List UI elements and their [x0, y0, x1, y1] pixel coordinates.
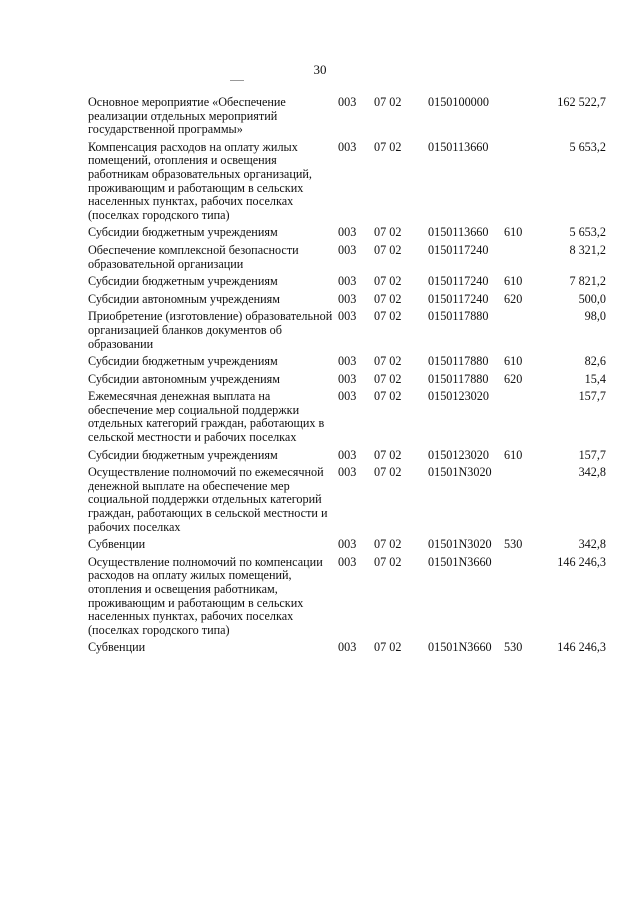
expense-name: Субвенции [88, 537, 146, 552]
amount: 82,6 [584, 354, 606, 369]
target-code: 0150117240 [428, 291, 489, 306]
expense-type-code: 620 [504, 371, 523, 386]
target-code: 0150123020 [428, 447, 489, 462]
table-row [88, 641, 606, 659]
grbs-code: 003 [338, 225, 357, 240]
target-code: 0150123020 [428, 389, 489, 404]
target-code: 01501N3660 [428, 640, 492, 655]
grbs-code: 003 [338, 554, 357, 569]
expense-type-code: 610 [504, 274, 523, 289]
table-row [88, 96, 606, 141]
grbs-code: 003 [338, 95, 357, 109]
section-code: 07 02 [374, 537, 402, 552]
grbs-code: 003 [338, 139, 357, 154]
grbs-code: 003 [338, 274, 357, 289]
table-row [88, 310, 606, 355]
expense-name: Субсидии бюджетным учреждениям [88, 354, 278, 369]
section-code: 07 02 [374, 242, 402, 257]
amount: 5 653,2 [569, 225, 606, 240]
section-code: 07 02 [374, 640, 402, 655]
section-code: 07 02 [374, 95, 402, 109]
expense-name: Субсидии бюджетным учреждениям [88, 447, 278, 462]
amount: 15,4 [584, 371, 606, 386]
grbs-code: 003 [338, 309, 357, 324]
section-code: 07 02 [374, 447, 402, 462]
table-row [88, 141, 606, 227]
section-code: 07 02 [374, 225, 402, 240]
amount: 157,7 [578, 389, 606, 404]
expense-type-code: 620 [504, 291, 523, 306]
target-code: 01501N3660 [428, 554, 492, 569]
table-row [88, 293, 606, 311]
expense-name: Обеспечение комплексной безопасности образовательной организации [88, 242, 299, 271]
expense-type-code [504, 141, 534, 227]
target-code: 0150117880 [428, 309, 489, 324]
target-code: 01501N3020 [428, 465, 492, 480]
amount: 342,8 [578, 465, 606, 480]
expense-type-code: 610 [504, 447, 523, 462]
amount: 8 321,2 [569, 242, 606, 257]
amount: 146 246,3 [557, 554, 606, 569]
expense-type-code [504, 96, 534, 141]
amount: 98,0 [584, 309, 606, 324]
section-code: 07 02 [374, 274, 402, 289]
section-code: 07 02 [374, 371, 402, 386]
table-row [88, 390, 606, 448]
target-code: 0150117240 [428, 274, 489, 289]
page-number: 30 [313, 62, 327, 77]
table-row [88, 373, 606, 391]
expense-name: Субсидии автономным учреждениям [88, 371, 280, 386]
expense-type-code: 610 [504, 225, 523, 240]
amount: 5 653,2 [569, 139, 606, 154]
expense-name: Субсидии бюджетным учреждениям [88, 274, 278, 289]
section-code: 07 02 [374, 354, 402, 369]
table-row [88, 556, 606, 642]
grbs-code: 003 [338, 291, 357, 306]
section-code: 07 02 [374, 309, 402, 324]
target-code: 01501N3020 [428, 537, 492, 552]
section-code: 07 02 [374, 465, 402, 480]
table-row [88, 466, 606, 538]
amount: 162 522,7 [557, 95, 606, 109]
expense-type-code: 530 [504, 537, 523, 552]
amount: 157,7 [578, 447, 606, 462]
expense-type-code [504, 244, 534, 275]
expense-type-code: 530 [504, 640, 523, 655]
budget-table [88, 96, 606, 659]
section-code: 07 02 [374, 139, 402, 154]
budget-table-body [88, 96, 606, 659]
grbs-code: 003 [338, 354, 357, 369]
grbs-code: 003 [338, 465, 357, 480]
expense-name: Осуществление полномочий по ежемесячной денежной выплате на обеспечение мер социальной поддержки отдельных категорий граждан, работающих в сельской местности и рабочих поселках [88, 465, 328, 534]
target-code: 0150117240 [428, 242, 489, 257]
amount: 500,0 [578, 291, 606, 306]
grbs-code: 003 [338, 447, 357, 462]
expense-type-code [504, 466, 534, 538]
target-code: 0150117880 [428, 354, 489, 369]
grbs-code: 003 [338, 371, 357, 386]
grbs-code: 003 [338, 242, 357, 257]
table-row [88, 226, 606, 244]
table-row [88, 355, 606, 373]
amount: 7 821,2 [569, 274, 606, 289]
target-code: 0150113660 [428, 139, 489, 154]
table-row [88, 275, 606, 293]
section-code: 07 02 [374, 389, 402, 404]
expense-name: Основное мероприятие «Обеспечение реализации отдельных мероприятий государственной программы» [88, 95, 286, 137]
expense-name: Осуществление полномочий по компенсации расходов на оплату жилых помещений, отопления и освещения работникам, проживающим и работающим в сельских населенных пунктах, рабочих поселках (поселках городского типа) [88, 554, 323, 637]
expense-type-code [504, 556, 534, 642]
amount: 146 246,3 [557, 640, 606, 655]
expense-name: Субвенции [88, 640, 146, 655]
target-code: 0150100000 [428, 95, 489, 109]
grbs-code: 003 [338, 389, 357, 404]
amount: 342,8 [578, 537, 606, 552]
scan-mark [230, 80, 244, 81]
section-code: 07 02 [374, 554, 402, 569]
expense-name: Ежемесячная денежная выплата на обеспечение мер социальной поддержки отдельных категорий граждан, работающих в сельской местности и рабочих поселках [88, 389, 325, 445]
expense-type-code [504, 390, 534, 448]
expense-type-code [504, 310, 534, 355]
target-code: 0150113660 [428, 225, 489, 240]
table-row [88, 449, 606, 467]
section-code: 07 02 [374, 291, 402, 306]
expense-name: Компенсация расходов на оплату жилых помещений, отопления и освещения работникам образовательных организаций, проживающим и работающим в сельских населенных пунктах, рабочих поселках (поселках городского типа) [88, 139, 312, 222]
expense-name: Приобретение (изготовление) образовательной организацией бланков документов об образовании [88, 309, 333, 351]
table-row [88, 538, 606, 556]
table-row [88, 244, 606, 275]
expense-name: Субсидии автономным учреждениям [88, 291, 280, 306]
expense-name: Субсидии бюджетным учреждениям [88, 225, 278, 240]
grbs-code: 003 [338, 640, 357, 655]
target-code: 0150117880 [428, 371, 489, 386]
expense-type-code: 610 [504, 354, 523, 369]
grbs-code: 003 [338, 537, 357, 552]
